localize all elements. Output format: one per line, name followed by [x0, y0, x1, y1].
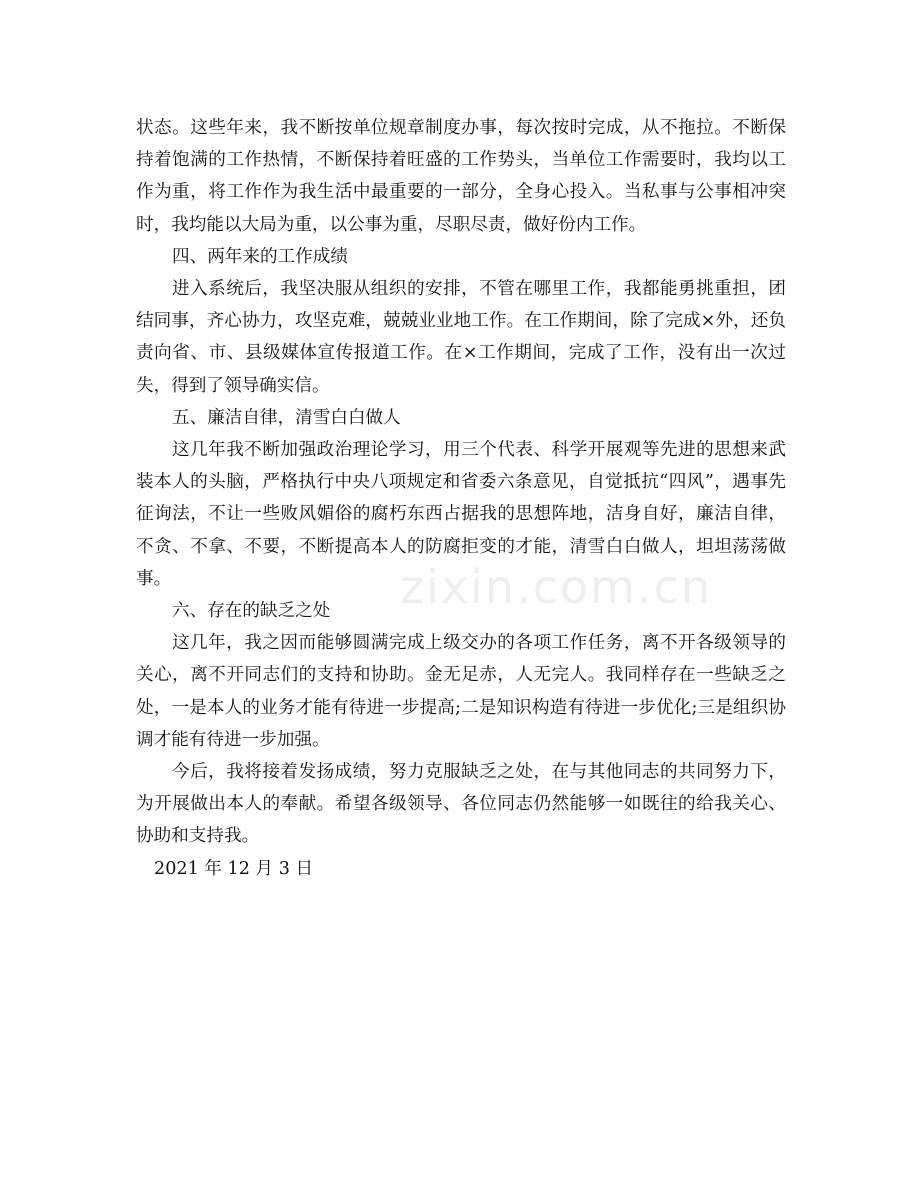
paragraph-outlook: 今后，我将接着发扬成绩，努力克服缺乏之处，在与其他同志的共同努力下，为开展做出本人的奉献。希望各级领导、各位同志仍然能够一如既往的给我关心、协助和支持我。: [136, 762, 786, 847]
section-heading-shortcomings: 六、存在的缺乏之处: [172, 601, 331, 622]
paragraph-shortcomings: 这几年，我之因而能够圆满完成上级交办的各项工作任务，离不开各级领导的关心，离不开同志们的支持和协助。金无足赤，人无完人。我同样存在一些缺乏之处，一是本人的业务才能有待进一步提高;二是知识构造有待进一步优化;三是组织协调才能有待进一步加强。: [136, 633, 786, 750]
section-heading-achievements: 四、两年来的工作成绩: [172, 246, 348, 267]
section-heading-integrity: 五、廉洁自律，清雪白白做人: [172, 407, 401, 428]
paragraph-work-attitude: 状态。这些年来，我不断按单位规章制度办事，每次按时完成，从不拖拉。不断保持着饱满的工作热情，不断保持着旺盛的工作势头，当单位工作需要时，我均以工作为重，将工作作为我生活中最重要的一部分，全身心投入。当私事与公事相冲突时，我均能以大局为重，以公事为重，尽职尽责，做好份内工作。: [136, 118, 786, 235]
paragraph-integrity: 这几年我不断加强政治理论学习，用三个代表、科学开展观等先进的思想来武装本人的头脑，严格执行中央八项规定和省委六条意见，自觉抵抗“四风”，遇事先征询法，不让一些败风媚俗的腐朽东西占据我的思想阵地，洁身自好，廉洁自律，不贪、不拿、不要，不断提高本人的防腐拒变的才能，清雪白白做人，坦坦荡荡做事。: [136, 440, 786, 589]
document-body: [136, 112, 786, 885]
document-date: 2021 年 12 月 3 日: [154, 858, 314, 879]
paragraph-achievements: 进入系统后，我坚决服从组织的安排，不管在哪里工作，我都能勇挑重担，团结同事，齐心协力，攻坚克难，兢兢业业地工作。在工作期间，除了完成×外，还负责向省、市、县级媒体宣传报道工作。在×工作期间，完成了工作，没有出一次过失，得到了领导确实信。: [136, 279, 786, 396]
watermark: zixin.com.cn: [400, 560, 713, 614]
